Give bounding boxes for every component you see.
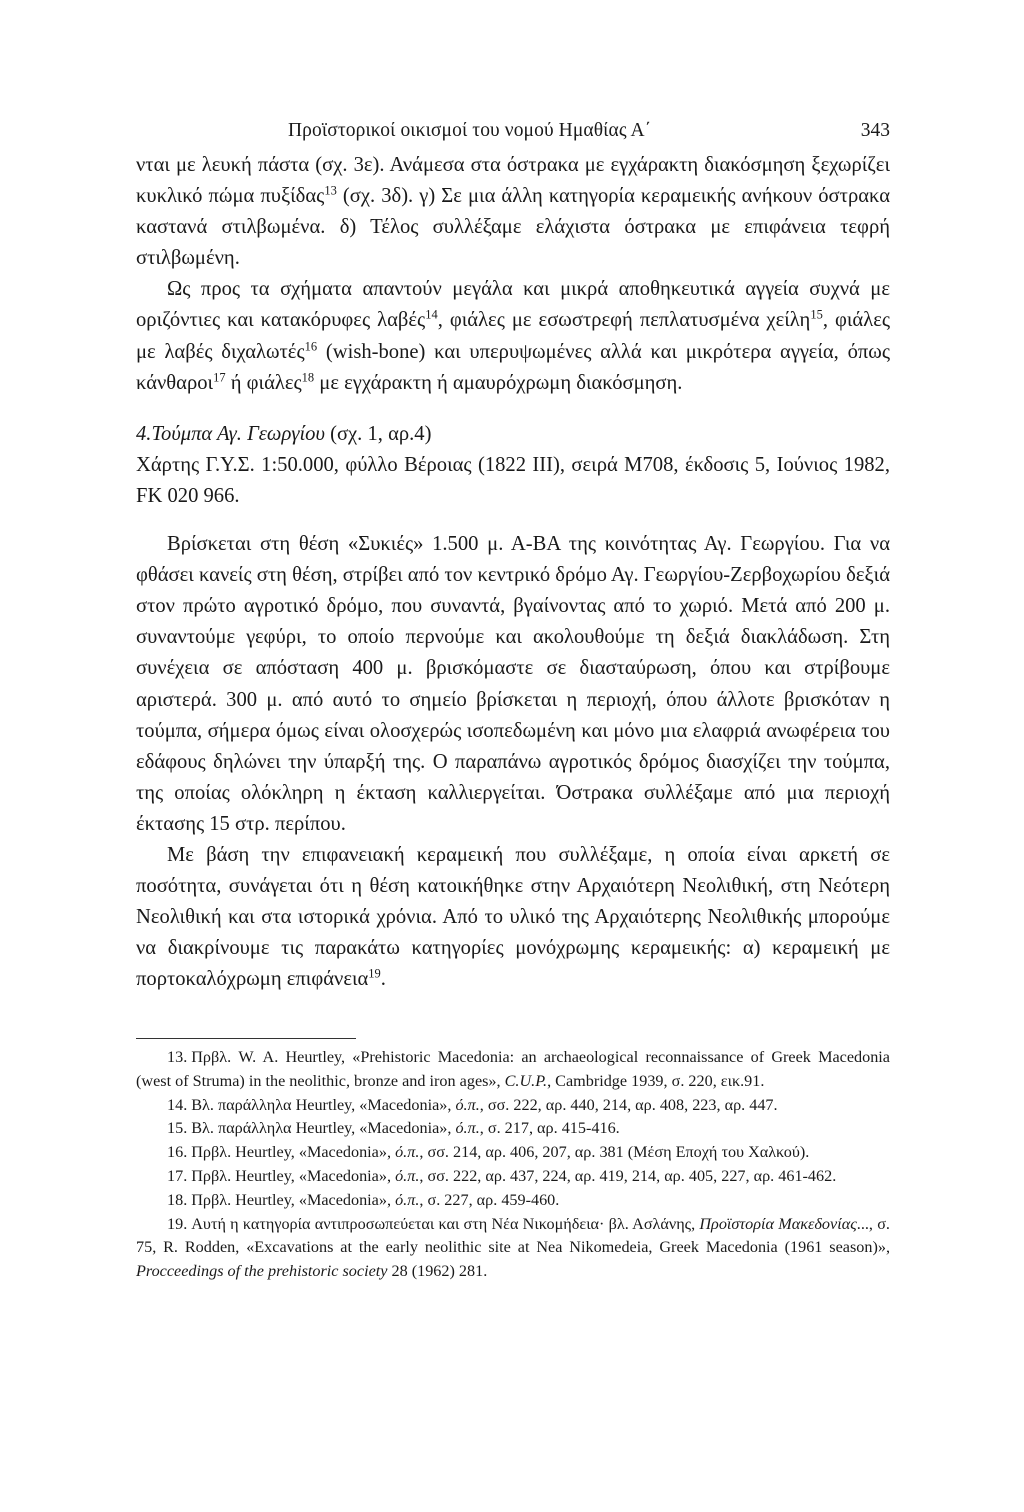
paragraph-4: Με βάση την επιφανειακή κεραμεική που συλλέξαμε, η οποία είναι αρκετή σε ποσότητα, συνάγεται ότι η θέση κατοικήθηκε στην Αρχαιότερη Νεολιθική, στη Νεότερη Νεολιθική και στα ιστορικά χρόνια. Από το υλικό της Αρχαιότερης Νεολιθικής μπορούμε να διακρίνουμε τις παρακάτω κατηγορίες μονόχρωμης κεραμεικής: α) κεραμεική με πορτοκαλόχρωμη επιφάνεια$^{19}$. bbox=[136, 843, 890, 991]
section-heading: 4.Τούμπα Αγ. Γεωργίου (σχ. 1, αρ.4) bbox=[136, 422, 432, 445]
paragraph-3: Βρίσκεται στη θέση «Συκιές» 1.500 μ. Α-ΒΑ της κοινότητας Αγ. Γεωργίου. Για να φθάσει κανείς στη θέση, στρίβει από τον κεντρικό δρόμο Αγ. Γεωργίου-Ζερβοχωρίου δεξιά στον πρώτο αγροτικό δρόμο, που συναντά, βγαίνοντας από το χωριό. Μετά από 200 μ. συναντούμε γεφύρι, το οποίο περνούμε και ακολουθούμε τη δεξιά διακλάδωση. Στη συνέχεια σε απόσταση 400 μ. βρισκόμαστε σε διασταύρωση, όπου και στρίβουμε αριστερά. 300 μ. από αυτό το σημείο βρίσκεται η περιοχή, όπου άλλοτε βρισκόταν η τούμπα, σήμερα όμως είναι ολοσχερώς ισοπεδωμένη και μόνο μια ελαφριά ανωφέρεια του εδάφους δηλώνει την ύπαρξή της. Ο παραπάνω αγροτικός δρόμος διασχίζει την τούμπα, της οποίας ολόκληρη η έκταση καλλιεργείται. Όστρακα συλλέξαμε από μια περιοχή έκτασης 15 στρ. περίπου. bbox=[136, 533, 890, 835]
footnote-15: 15. Βλ. παράλληλα Heurtley, «Macedonia», ό.π., σ. 217, αρ. 415-416. bbox=[167, 1119, 620, 1138]
paragraph-2: Ως προς τα σχήματα απαντούν μεγάλα και μικρά αποθηκευτικά αγγεία συχνά με οριζόντιες και κατακόρυφες λαβές$^{14}$, φιάλες με εσωστρεφή πεπλατυσμένα χείλη$^{15}$, φιάλες με λαβές διχαλωτές$^{16}$ (wish-bone) και υπερυψωμένες αλλά και μικρότερα αγγεία, όπως κάνθαροι$^{17}$ ή φιάλες$^{18}$ με εγχάρακτη ή αμαυρόχρωμη διακόσμηση. bbox=[136, 278, 891, 394]
footnote-13: 13. Πρβλ. W. A. Heurtley, «Prehistoric Macedonia: an archaeological reconnaissance of Greek Macedonia (west of Struma) in the neolithic, bronze and iron ages», C.U.P., Cambridge 1939, σ. 220, εικ.91. bbox=[136, 1048, 890, 1090]
footnote-ref-16: 16 bbox=[304, 339, 318, 354]
footnote-19: 19. Αυτή η κατηγορία αντιπροσωπεύεται και στη Νέα Νικομήδεια· βλ. Ασλάνης, Προϊστορία Μακεδονίας..., σ. 75, R. Rodden, «Excavations at the early neolithic site at Nea Nikomedeia, Greek Macedonia (1961 season)», Procceedings of the prehistoric society 28 (1962) 281. bbox=[136, 1214, 890, 1281]
footnote-divider bbox=[136, 1038, 356, 1039]
footnote-17: 17. Πρβλ. Heurtley, «Macedonia», ό.π., σσ. 222, αρ. 437, 224, αρ. 419, 214, αρ. 405, 227, αρ. 461-462. bbox=[167, 1166, 837, 1185]
footnote-14: 14. Βλ. παράλληλα Heurtley, «Macedonia», ό.π., σσ. 222, αρ. 440, 214, αρ. 408, 223, αρ. 447. bbox=[167, 1095, 778, 1114]
paragraph-1: νται με λευκή πάστα (σχ. 3ε). Ανάμεσα στα όστρακα με εγχάρακτη διακόσμηση ξεχωρίζει κυκλικό πώμα πυξίδας$^{13}$ (σχ. 3δ). γ) Σε μια άλλη κατηγορία κεραμεικής ανήκουν όστρακα καστανά στιλβωμένα. δ) Τέλος συλλέξαμε ελάχιστα όστρακα με επιφάνεια τεφρή στιλβωμένη. bbox=[136, 154, 890, 270]
footnotes bbox=[136, 1046, 890, 1284]
running-head bbox=[288, 120, 768, 142]
footnote-18: 18. Πρβλ. Heurtley, «Macedonia», ό.π., σ. 227, αρ. 459-460. bbox=[167, 1190, 560, 1209]
map-reference: Χάρτης Γ.Υ.Σ. 1:50.000, φύλλο Βέροιας (1822 III), σειρά Μ708, έκδοσις 5, Ιούνιος 1982, FK 020 966. bbox=[136, 453, 890, 507]
footnote-ref-19: 19 bbox=[368, 966, 381, 981]
running-head-title: Προϊστορικοί οικισμοί του νομού Ημαθίας Α΄ bbox=[288, 120, 652, 141]
footnote-ref-13: 13 bbox=[324, 183, 337, 198]
footnote-ref-17: 17 bbox=[213, 370, 226, 385]
footnote-ref-14: 14 bbox=[425, 307, 438, 322]
main-text bbox=[136, 150, 890, 995]
footnote-ref-15: 15 bbox=[810, 307, 823, 322]
footnote-16: 16. Πρβλ. Heurtley, «Macedonia», ό.π., σσ. 214, αρ. 406, 207, αρ. 381 (Μέση Εποχή του Χαλκού). bbox=[167, 1143, 810, 1162]
page-number: 343 bbox=[860, 120, 890, 141]
footnote-ref-18: 18 bbox=[301, 370, 315, 385]
